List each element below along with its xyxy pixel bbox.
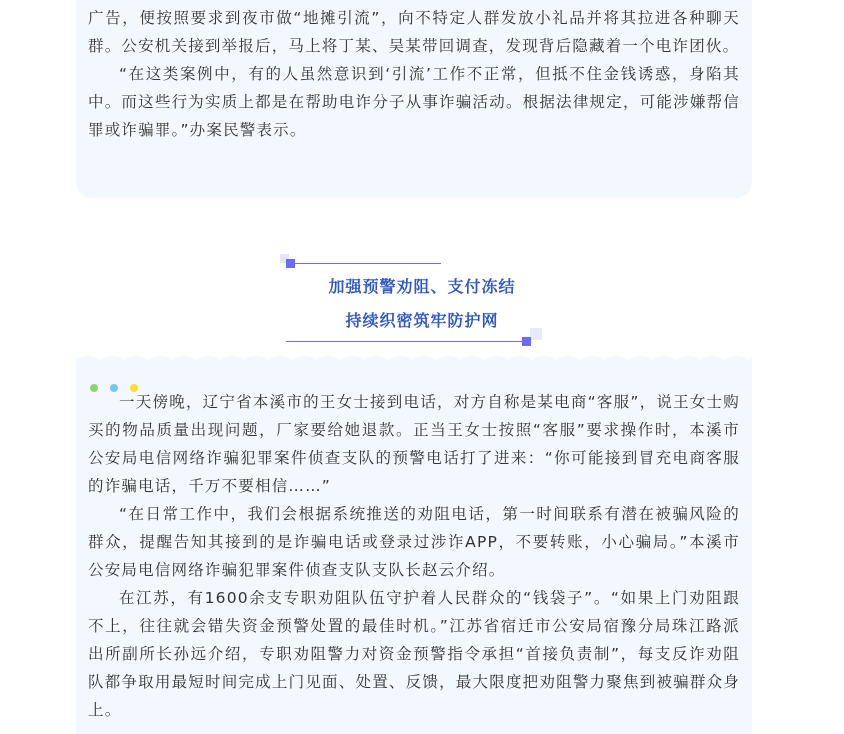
article-card-top xyxy=(76,0,752,198)
article-paragraph: 在江苏，有1600余支专职劝阻队伍守护着人民群众的“钱袋子”。“如果上门劝阻跟不上，往往就会错失资金预警处置的最佳时机。”江苏省宿迁市公安局宿豫分局珠江路派出所副所长孙远介绍，专职劝阻警力对资金预警指令承担“首接负责制”，每支反诈劝阻队都争取用最短时间完成上门见面、处置、反馈，最大限度把劝阻警力聚焦到被骗群众身上。 xyxy=(88,589,740,719)
dot-green xyxy=(90,384,98,392)
dot-yellow xyxy=(130,384,138,392)
decorative-square xyxy=(522,337,531,346)
decorative-line xyxy=(291,263,441,264)
dot-blue xyxy=(110,384,118,392)
article-paragraph: 广告，便按照要求到夜市做“地摊引流”，向不特定人群发放小礼品并将其拉进各种聊天群。公安机关接到举报后，马上将丁某、吴某带回调查，发现背后隐藏着一个电诈团伙。 xyxy=(88,9,740,55)
article-paragraph: 一天傍晚，辽宁省本溪市的王女士接到电话，对方自称是某电商“客服”，说王女士购买的物品质量出现问题，厂家要给她退款。正当王女士按照“客服”要求操作时，本溪市公安局电信网络诈骗犯罪案件侦查支队的预警电话打了进来：“你可能接到冒充电商客服的诈骗电话，千万不要相信……” xyxy=(88,393,740,495)
decorative-dots xyxy=(90,384,138,392)
article-paragraph: “在日常工作中，我们会根据系统推送的劝阻电话，第一时间联系有潜在被骗风险的群众，提醒告知其接到的是诈骗电话或登录过涉诈APP，不要转账，小心骗局。”本溪市公安局电信网络诈骗犯罪案件侦查支队支队长赵云介绍。 xyxy=(88,505,740,579)
section-heading xyxy=(0,256,844,348)
decorative-square xyxy=(530,328,542,340)
article-card-bottom xyxy=(76,360,752,734)
decorative-line xyxy=(286,341,526,342)
wavy-edge xyxy=(76,352,752,368)
article-paragraph: “在这类案例中，有的人虽然意识到‘引流’工作不正常，但抵不住金钱诱惑，身陷其中。而这些行为实质上都是在帮助电诈分子从事诈骗活动。根据法律规定，可能涉嫌帮信罪或诈骗罪。”办案民警表示。 xyxy=(88,65,740,139)
section-title-line-2: 持续织密筑牢防护网 xyxy=(345,311,499,330)
section-title-line-1: 加强预警劝阻、支付冻结 xyxy=(328,277,516,296)
